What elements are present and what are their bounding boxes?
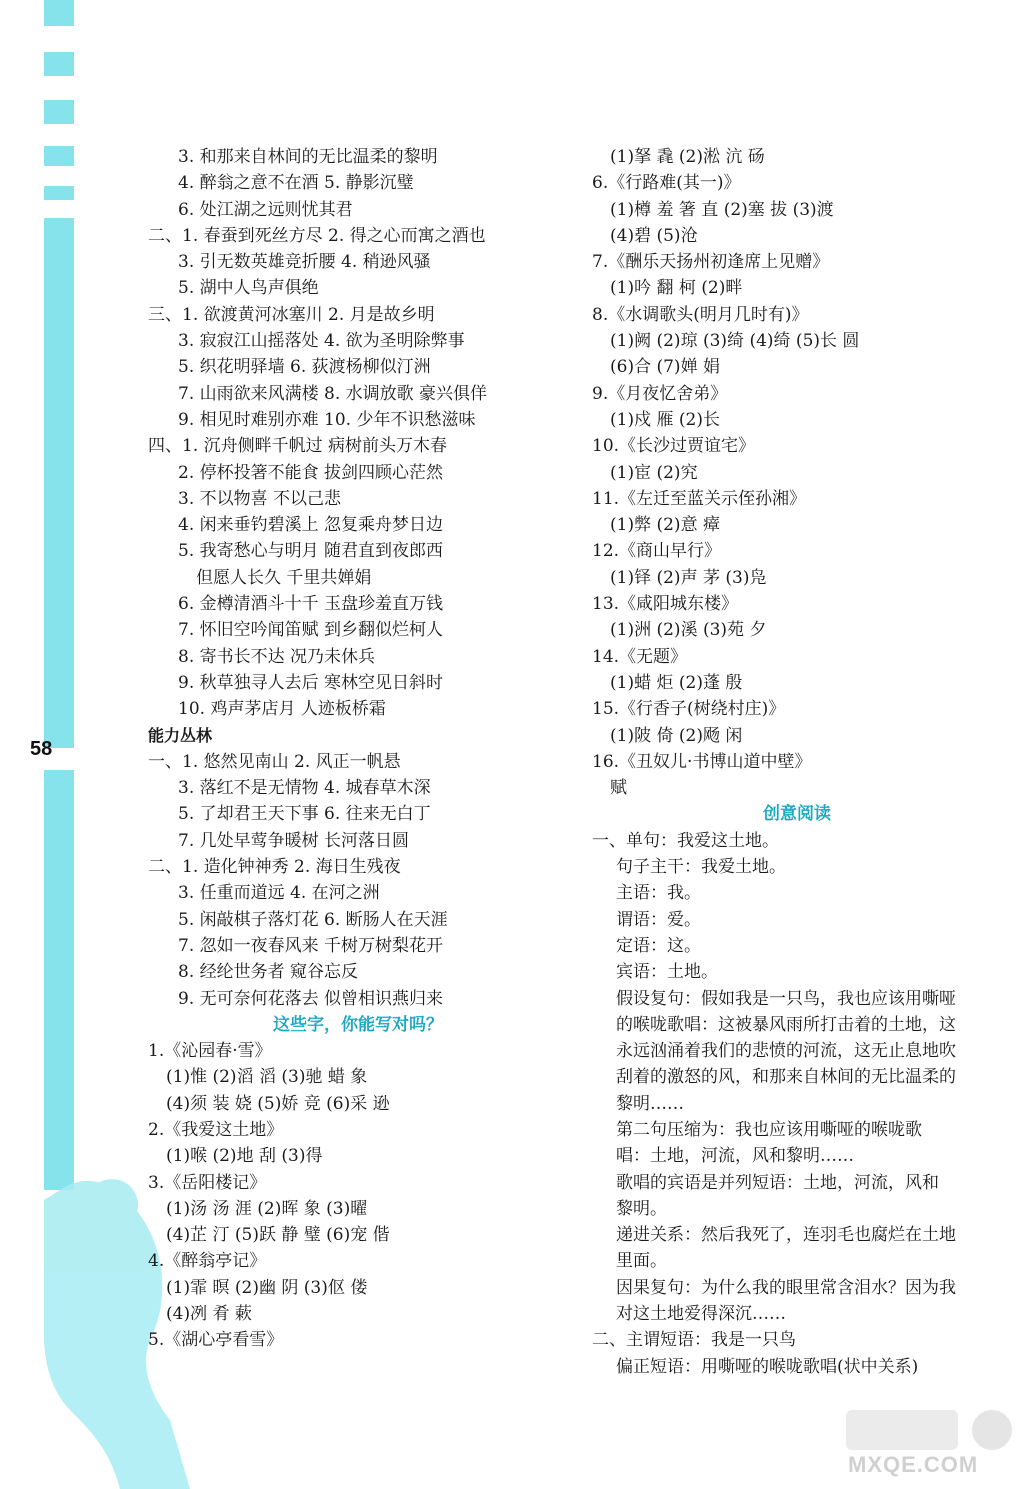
- section-heading: 创意阅读: [763, 804, 831, 825]
- text-line: 13.《咸阳城东楼》: [592, 594, 739, 615]
- text-line: (1)陂 倚 (2)飏 闲: [610, 725, 743, 746]
- text-line: 14.《无题》: [592, 646, 688, 667]
- text-line: (1)阙 (2)琼 (3)绮 (4)绮 (5)长 圆: [610, 331, 860, 352]
- text-line: 7.《酬乐天扬州初逢席上见赠》: [592, 252, 830, 273]
- text-line: (1)宦 (2)究: [610, 462, 698, 483]
- text-line: 赋: [610, 778, 627, 799]
- text-line: 9. 相见时难别亦难 10. 少年不识愁滋味: [178, 409, 476, 430]
- text-line: 15.《行香子(树绕村庄)》: [592, 699, 786, 720]
- text-line: 11.《左迁至蓝关示侄孙湘》: [592, 488, 807, 509]
- text-line: 的喉咙歌唱：这被暴风雨所打击着的土地，这: [616, 1014, 956, 1035]
- text-line: (6)合 (7)婵 娟: [610, 357, 720, 378]
- text-line: 8. 经纶世务者 窥谷忘反: [178, 962, 359, 983]
- text-line: (1)樽 羞 箸 直 (2)塞 拔 (3)渡: [610, 199, 834, 220]
- text-line: 9. 秋草独寻人去后 寒林空见日斜时: [178, 672, 444, 693]
- text-line: (1)洲 (2)溪 (3)苑 夕: [610, 620, 767, 641]
- left-column: [148, 144, 568, 1354]
- text-line: 9. 无可奈何花落去 似曾相识燕归来: [178, 988, 444, 1009]
- text-line: 6. 金樽清酒斗十千 玉盘珍羞直万钱: [178, 594, 444, 615]
- section-heading: 能力丛林: [148, 725, 213, 745]
- text-line: 7. 怀旧空吟闻笛赋 到乡翻似烂柯人: [178, 620, 444, 641]
- text-line: 9.《月夜忆舍弟》: [592, 383, 728, 404]
- text-line: 唱：土地，河流，风和黎明……: [616, 1146, 854, 1167]
- text-line: 7. 山雨欲来风满楼 8. 水调放歌 豪兴俱佯: [178, 383, 488, 404]
- text-line: 对这土地爱得深沉……: [616, 1304, 786, 1325]
- text-line: 6. 处江湖之远则忧其君: [178, 199, 353, 220]
- text-line: (4)冽 肴 蔌: [166, 1304, 252, 1325]
- text-line: (1)弊 (2)意 瘴: [610, 515, 720, 536]
- text-line: 三、1. 欲渡黄河冰塞川 2. 月是故乡明: [148, 304, 435, 325]
- text-line: 3.《岳阳楼记》: [148, 1172, 267, 1193]
- text-line: 一、单句：我爱这土地。: [592, 830, 779, 851]
- text-line: 递进关系：然后我死了，连羽毛也腐烂在土地: [616, 1225, 956, 1246]
- text-line: 3. 寂寂江山摇落处 4. 欲为圣明除弊事: [178, 331, 465, 352]
- text-line: 二、1. 造化钟神秀 2. 海日生残夜: [148, 857, 401, 878]
- text-line: 里面。: [616, 1251, 667, 1272]
- text-line: 3. 落红不是无情物 4. 城春草木深: [178, 778, 431, 799]
- text-line: 5. 了却君王天下事 6. 往来无白丁: [178, 804, 431, 825]
- text-line: 12.《商山早行》: [592, 541, 722, 562]
- text-line: 黎明……: [616, 1093, 684, 1114]
- text-line: 6.《行路难(其一)》: [592, 173, 741, 194]
- text-line: 5. 闲敲棋子落灯花 6. 断肠人在天涯: [178, 909, 448, 930]
- text-line: 3. 任重而道远 4. 在河之洲: [178, 883, 380, 904]
- text-line: (1)吟 翻 柯 (2)畔: [610, 278, 743, 299]
- text-line: (1)惟 (2)滔 滔 (3)驰 蜡 象: [166, 1067, 368, 1088]
- text-line: (4)芷 汀 (5)跃 静 璧 (6)宠 偕: [166, 1225, 390, 1246]
- text-line: 第二句压缩为：我也应该用嘶哑的喉咙歌: [616, 1119, 922, 1140]
- text-line: (4)须 装 娆 (5)娇 竞 (6)采 逊: [166, 1093, 390, 1114]
- text-line: 2. 停杯投箸不能食 拔剑四顾心茫然: [178, 462, 444, 483]
- text-line: 2.《我爱这土地》: [148, 1119, 284, 1140]
- text-line: 歌唱的宾语是并列短语：土地，河流，风和: [616, 1172, 939, 1193]
- text-line: 二、1. 春蚕到死丝方尽 2. 得之心而寓之酒也: [148, 225, 486, 246]
- text-line: (1)拏 毳 (2)淞 沆 砀: [610, 147, 765, 167]
- text-line: 假设复句：假如我是一只鸟，我也应该用嘶哑: [616, 988, 956, 1009]
- text-line: 但愿人长久 千里共婵娟: [196, 567, 372, 588]
- text-line: (1)戍 雁 (2)长: [610, 409, 720, 430]
- text-line: 永远汹涌着我们的悲愤的河流，这无止息地吹: [616, 1041, 956, 1062]
- text-line: 5. 织花明驿墙 6. 荻渡杨柳似汀洲: [178, 357, 431, 378]
- text-line: (1)蜡 炬 (2)蓬 殷: [610, 672, 743, 693]
- text-line: 3. 和那来自林间的无比温柔的黎明: [178, 147, 438, 167]
- text-line: 刮着的激怒的风，和那来自林间的无比温柔的: [616, 1067, 956, 1088]
- text-line: 8. 寄书长不达 况乃未休兵: [178, 646, 376, 667]
- text-line: 宾语：土地。: [616, 962, 718, 983]
- text-line: 4. 闲来垂钓碧溪上 忽复乘舟梦日边: [178, 515, 444, 536]
- text-line: 5. 湖中人鸟声俱绝: [178, 278, 319, 299]
- text-line: 7. 忽如一夜春风来 千树万树梨花开: [178, 935, 444, 956]
- text-line: (1)霏 暝 (2)幽 阴 (3)伛 偻: [166, 1277, 368, 1298]
- section-heading: 这些字，你能写对吗？: [273, 1014, 443, 1035]
- text-line: 定语：这。: [616, 935, 701, 956]
- text-line: 7. 几处早莺争暖树 长河落日圆: [178, 830, 410, 851]
- text-line: (1)铎 (2)声 茅 (3)凫: [610, 567, 767, 588]
- right-column: [592, 144, 1002, 1380]
- text-line: 8.《水调歌头(明月几时有)》: [592, 304, 809, 325]
- text-line: 3. 引无数英雄竞折腰 4. 稍逊风骚: [178, 252, 431, 273]
- text-line: 4. 醉翁之意不在酒 5. 静影沉璧: [178, 173, 414, 194]
- text-line: 一、1. 悠然见南山 2. 风正一帆悬: [148, 751, 401, 772]
- text-line: 16.《丑奴儿·书博山道中壁》: [592, 751, 812, 772]
- text-line: 1.《沁园春·雪》: [148, 1041, 272, 1062]
- text-line: (1)喉 (2)地 刮 (3)得: [166, 1146, 323, 1167]
- text-line: 3. 不以物喜 不以己悲: [178, 488, 342, 509]
- watermark-text: MXQE.COM: [848, 1452, 979, 1477]
- text-line: 二、主谓短语：我是一只鸟: [592, 1330, 796, 1351]
- text-line: (1)汤 汤 涯 (2)晖 象 (3)曜: [166, 1198, 368, 1219]
- text-line: 因果复句：为什么我的眼里常含泪水？因为我: [616, 1277, 956, 1298]
- page-number: 58: [30, 738, 53, 760]
- text-line: 句子主干：我爱土地。: [616, 857, 786, 878]
- text-line: 4.《醉翁亭记》: [148, 1251, 267, 1272]
- text-line: 10.《长沙过贾谊宅》: [592, 436, 756, 457]
- text-line: 5. 我寄愁心与明月 随君直到夜郎西: [178, 541, 444, 562]
- text-line: 偏正短语：用嘶哑的喉咙歌唱(状中关系): [616, 1356, 919, 1377]
- text-line: 主语：我。: [616, 883, 701, 904]
- text-line: (4)碧 (5)沧: [610, 225, 698, 246]
- text-line: 10. 鸡声茅店月 人迹板桥霜: [178, 699, 386, 720]
- text-line: 四、1. 沉舟侧畔千帆过 病树前头万木春: [148, 436, 448, 457]
- text-line: 黎明。: [616, 1198, 667, 1219]
- text-line: 谓语：爱。: [616, 909, 701, 930]
- text-line: 5.《湖心亭看雪》: [148, 1330, 284, 1351]
